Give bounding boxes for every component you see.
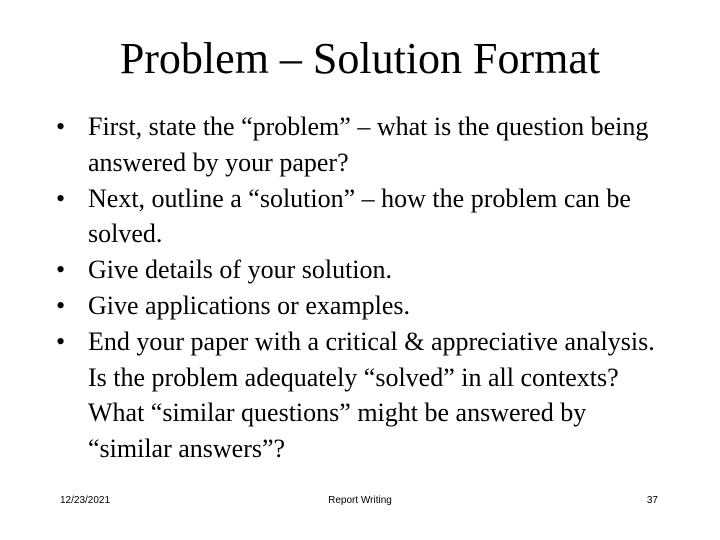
slide-title: Problem – Solution Format: [119, 34, 601, 83]
slide-number: 37: [646, 495, 658, 506]
bullet-dot-icon: •: [56, 290, 66, 320]
footer-date: 12/23/2021: [60, 495, 111, 506]
bullet-item: [56, 252, 676, 288]
bullet-dot-icon: •: [56, 112, 66, 141]
bullet-dot-icon: •: [56, 326, 66, 356]
bullet-text: Next, outline a “solution” – how the problem can be solved.: [88, 183, 631, 249]
footer-title: Report Writing: [328, 495, 392, 506]
bullet-text: Give applications or examples.: [88, 290, 411, 320]
bullet-list: [56, 109, 676, 467]
bullet-item: [56, 109, 676, 181]
bullet-text: End your paper with a critical & appreciative analysis. Is the problem adequately “solved” in all contexts? What “similar questions” might be answered by “similar answers”?: [88, 326, 655, 464]
bullet-item: [56, 324, 676, 467]
bullet-item: [56, 288, 676, 324]
bullet-text: First, state the “problem” – what is the question being answered by your paper?: [88, 112, 649, 177]
bullet-text: Give details of your solution.: [88, 255, 393, 285]
bullet-dot-icon: •: [56, 255, 66, 285]
bullet-item: [56, 181, 676, 253]
bullet-dot-icon: •: [56, 183, 66, 213]
